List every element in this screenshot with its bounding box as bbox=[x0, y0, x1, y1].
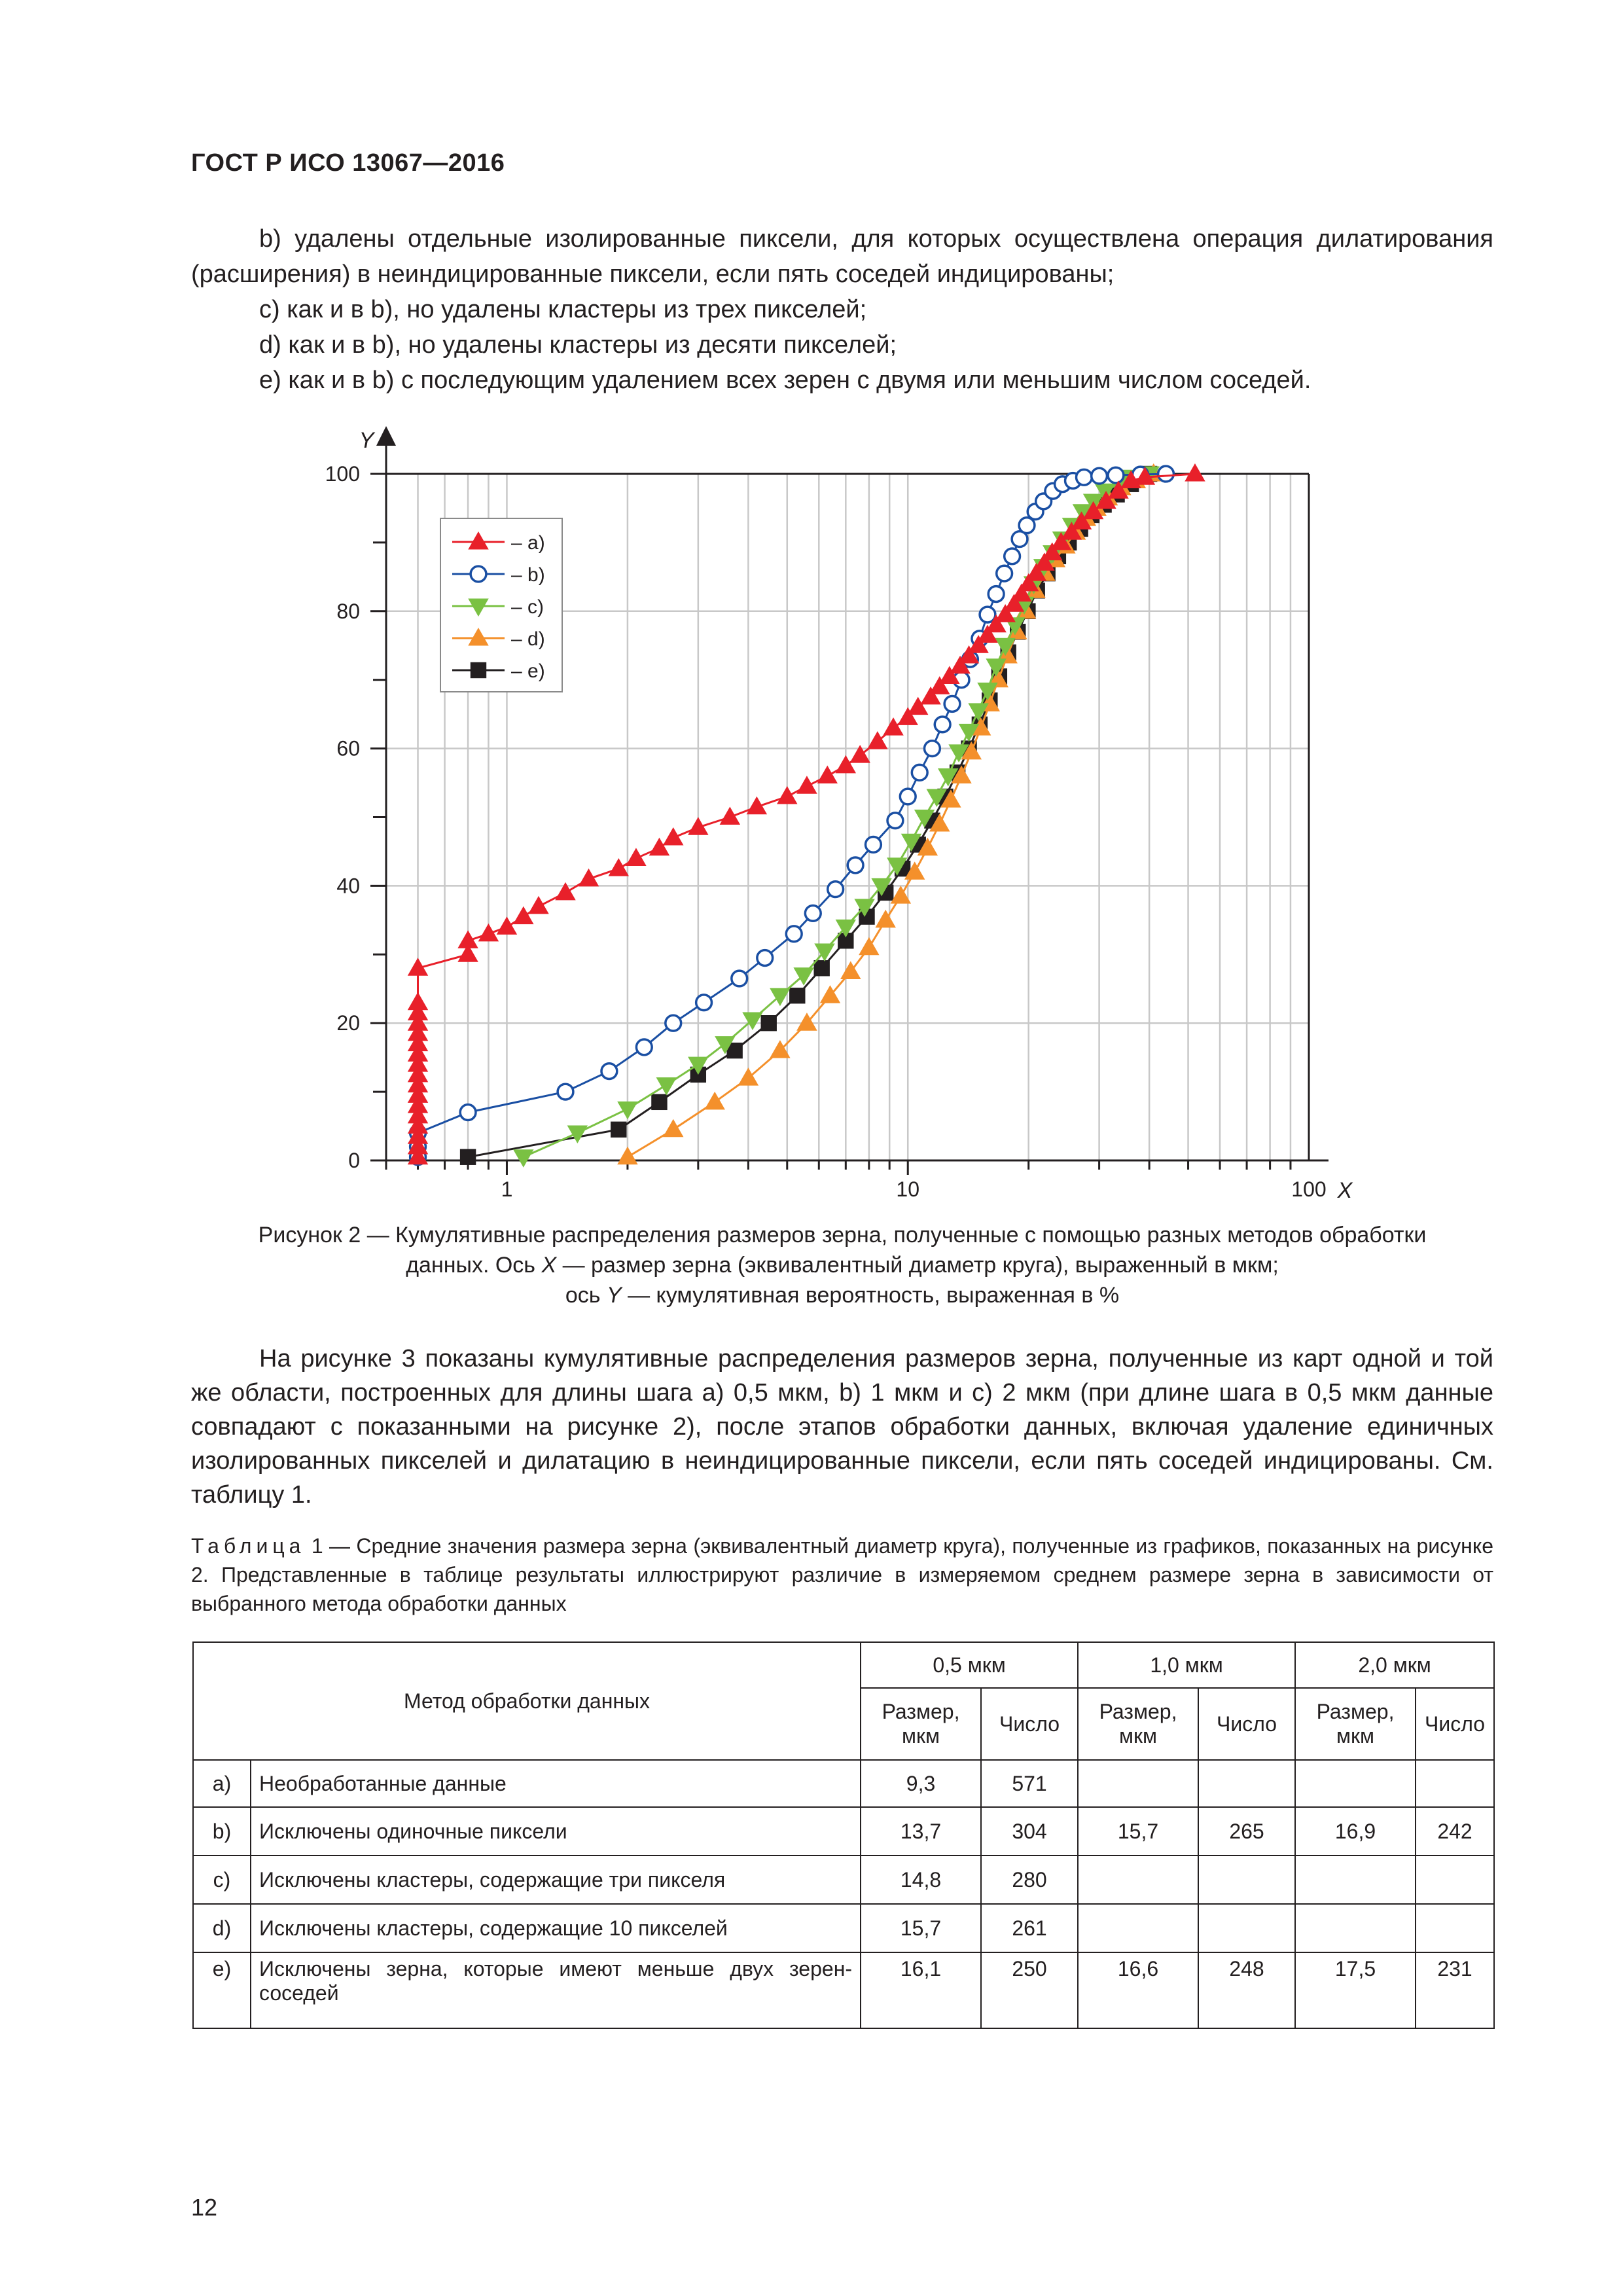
row-key: d) bbox=[193, 1904, 251, 1952]
data-point bbox=[1092, 468, 1107, 484]
paragraph-text: На рисунке 3 показаны кумулятивные распределения размеров зерна, полученные из карт одной и той же области, построенных для длины шага a) 0,5 мкм, b) 1 мкм и c) 2 мкм (при длине шага в 0,5 мкм данные совпадают с показанными на рисунке 2), после этапов обработки данных, включая удаление единичных изолированных пикселей и дилатацию в неиндицированные пиксели, если пять соседей индицированы. См. таблицу 1. bbox=[191, 1345, 1493, 1509]
data-point bbox=[866, 837, 882, 853]
legend-label: – d) bbox=[511, 628, 545, 650]
list-item-d: d) как и в b), но удалены кластеры из десяти пикселей; bbox=[259, 331, 897, 359]
caption-axis-y: Y bbox=[606, 1283, 622, 1308]
data-point bbox=[558, 1084, 573, 1100]
cell-value: 248 bbox=[1198, 1952, 1295, 2028]
data-point bbox=[786, 926, 802, 942]
cell-value: 16,6 bbox=[1078, 1952, 1198, 2028]
header-size: Размер, мкм bbox=[1295, 1688, 1416, 1760]
row-key: b) bbox=[193, 1807, 251, 1856]
caption-line-3 bbox=[191, 1280, 1493, 1310]
list-item-e: e) как и в b) с последующим удалением всех зерен с двумя или меньшим числом соседей. bbox=[259, 367, 1311, 394]
data-point bbox=[627, 849, 645, 865]
header-group-0-5: 0,5 мкм bbox=[861, 1642, 1078, 1688]
cell-value: 16,1 bbox=[861, 1952, 981, 2028]
data-point bbox=[471, 566, 486, 582]
cell-value: 280 bbox=[981, 1856, 1078, 1904]
caption-text: — кумулятивная вероятность, выраженная в % bbox=[621, 1283, 1120, 1308]
data-point bbox=[1108, 467, 1124, 483]
table-row bbox=[193, 1856, 1494, 1904]
legend-label: – c) bbox=[511, 596, 544, 618]
cell-value: 242 bbox=[1416, 1807, 1494, 1856]
page-number: 12 bbox=[191, 2194, 218, 2221]
header-size: Размер, мкм bbox=[1078, 1688, 1198, 1760]
cell-value bbox=[1078, 1760, 1198, 1807]
data-point bbox=[925, 741, 940, 757]
data-point bbox=[805, 905, 821, 921]
data-point bbox=[609, 859, 628, 876]
row-method: Исключены одиночные пиксели bbox=[251, 1807, 861, 1856]
caption-axis-x: X bbox=[541, 1253, 557, 1278]
data-point bbox=[798, 777, 816, 793]
cell-value: 261 bbox=[981, 1904, 1078, 1952]
results-table bbox=[192, 1641, 1495, 2029]
list-item-c: c) как и в b), но удалены кластеры из трех пикселей; bbox=[259, 296, 867, 323]
y-tick-label: 20 bbox=[336, 1011, 360, 1035]
data-point bbox=[618, 1102, 637, 1119]
legend-label: – b) bbox=[511, 564, 545, 586]
table-caption-label: Таблица bbox=[191, 1534, 306, 1558]
data-point bbox=[887, 813, 903, 829]
data-point bbox=[1077, 469, 1092, 485]
row-method: Необработанные данные bbox=[251, 1760, 861, 1807]
cell-value: 15,7 bbox=[861, 1904, 981, 1952]
cell-value: 9,3 bbox=[861, 1760, 981, 1807]
table-row bbox=[193, 1807, 1494, 1856]
caption-line-1: Рисунок 2 — Кумулятивные распределения размеров зерна, полученные с помощью разных методов обработки bbox=[258, 1223, 1427, 1247]
document-header: ГОСТ Р ИСО 13067—2016 bbox=[191, 149, 505, 177]
x-tick-label: 10 bbox=[896, 1177, 920, 1201]
row-key: c) bbox=[193, 1856, 251, 1904]
cell-value bbox=[1078, 1856, 1198, 1904]
legend-label: – a) bbox=[511, 532, 545, 554]
cell-value: 16,9 bbox=[1295, 1807, 1416, 1856]
row-method: Исключены зерна, которые имеют меньше двух зерен-соседей bbox=[251, 1952, 861, 2028]
header-method: Метод обработки данных bbox=[193, 1642, 861, 1760]
data-point bbox=[636, 1039, 652, 1055]
data-point bbox=[529, 897, 548, 914]
data-point bbox=[611, 1122, 626, 1137]
y-axis-label: Y bbox=[359, 428, 374, 453]
data-point bbox=[479, 925, 497, 941]
cell-value bbox=[1198, 1760, 1295, 1807]
cell-value: 571 bbox=[981, 1760, 1078, 1807]
table-caption-text: 1 — Средние значения размера зерна (эквивалентный диаметр круга), полученные из графиков, показанных на рисунке 2. Представленные в таблице результаты иллюстрируют различие в измеряемом среднем размере зерна в зависимости от выбранного метода обработки данных bbox=[191, 1534, 1493, 1615]
cell-value: 13,7 bbox=[861, 1807, 981, 1856]
data-point bbox=[757, 950, 773, 966]
method-list bbox=[191, 221, 1493, 398]
data-point bbox=[762, 1016, 776, 1030]
cell-value bbox=[1416, 1760, 1494, 1807]
x-tick-label: 100 bbox=[1291, 1177, 1327, 1201]
y-tick-label: 0 bbox=[348, 1149, 360, 1172]
data-point bbox=[461, 1150, 475, 1164]
cell-value bbox=[1295, 1904, 1416, 1952]
data-point bbox=[828, 882, 844, 897]
x-axis-label: X bbox=[1337, 1178, 1353, 1203]
data-point bbox=[471, 663, 486, 677]
legend-label: – e) bbox=[511, 660, 545, 682]
y-tick-label: 40 bbox=[336, 874, 360, 898]
table-row bbox=[193, 1904, 1494, 1952]
data-point bbox=[497, 918, 516, 934]
caption-line-2 bbox=[191, 1250, 1493, 1280]
data-point bbox=[860, 939, 878, 955]
cell-value: 304 bbox=[981, 1807, 1078, 1856]
cell-value: 17,5 bbox=[1295, 1952, 1416, 2028]
data-point bbox=[790, 988, 804, 1003]
series-e bbox=[461, 467, 1156, 1164]
data-point bbox=[652, 1095, 666, 1109]
data-point bbox=[732, 971, 747, 986]
list-item-b: b) удалены отдельные изолированные пиксели, для которых осуществлена операция дилатирования (расширения) в неиндицированные пиксели, если пять соседей индицированы; bbox=[191, 225, 1493, 288]
header-count: Число bbox=[981, 1688, 1078, 1760]
row-key: a) bbox=[193, 1760, 251, 1807]
header-size: Размер, мкм bbox=[861, 1688, 981, 1760]
row-key: e) bbox=[193, 1952, 251, 2028]
data-point bbox=[997, 565, 1012, 581]
data-point bbox=[988, 586, 1004, 602]
data-point bbox=[944, 696, 960, 712]
data-point bbox=[814, 961, 829, 975]
data-point bbox=[514, 1150, 533, 1166]
chart-legend bbox=[440, 518, 562, 692]
cell-value bbox=[1198, 1856, 1295, 1904]
data-point bbox=[818, 767, 836, 783]
y-tick-label: 100 bbox=[325, 462, 360, 486]
y-tick-label: 60 bbox=[336, 736, 360, 761]
caption-text: данных. Ось bbox=[406, 1253, 542, 1278]
data-point bbox=[666, 1015, 681, 1031]
data-point bbox=[409, 994, 427, 1010]
data-point bbox=[900, 789, 916, 804]
y-tick-label: 80 bbox=[336, 599, 360, 623]
data-point bbox=[1186, 465, 1204, 481]
data-point bbox=[514, 908, 533, 924]
cell-value bbox=[1078, 1904, 1198, 1952]
cumulative-distribution-chart bbox=[281, 412, 1394, 1217]
data-point bbox=[664, 829, 683, 845]
data-point bbox=[935, 717, 950, 732]
data-point bbox=[580, 870, 598, 886]
cell-value bbox=[1198, 1904, 1295, 1952]
data-point bbox=[912, 764, 927, 780]
table-caption bbox=[191, 1532, 1493, 1618]
data-point bbox=[705, 1093, 724, 1109]
cell-value: 250 bbox=[981, 1952, 1078, 2028]
data-point bbox=[778, 787, 796, 804]
data-point bbox=[460, 1105, 476, 1121]
row-method: Исключены кластеры, содержащие 10 пикселей bbox=[251, 1904, 861, 1952]
cell-value: 14,8 bbox=[861, 1856, 981, 1904]
cell-value bbox=[1295, 1856, 1416, 1904]
table-row bbox=[193, 1952, 1494, 2028]
cell-value bbox=[1416, 1904, 1494, 1952]
data-point bbox=[664, 1121, 683, 1137]
data-point bbox=[601, 1064, 617, 1079]
data-point bbox=[1158, 466, 1174, 482]
data-point bbox=[842, 963, 860, 979]
x-tick-label: 1 bbox=[501, 1177, 513, 1201]
header-count: Число bbox=[1416, 1688, 1494, 1760]
data-point bbox=[876, 911, 895, 927]
data-point bbox=[618, 1148, 637, 1164]
cell-value bbox=[1295, 1760, 1416, 1807]
figure-caption bbox=[191, 1220, 1493, 1310]
data-point bbox=[1005, 548, 1020, 564]
data-point bbox=[884, 719, 902, 735]
data-point bbox=[721, 808, 739, 825]
series-c bbox=[514, 467, 1158, 1166]
caption-text: — размер зерна (эквивалентный диаметр круга), выраженный в мкм; bbox=[556, 1253, 1279, 1278]
cell-value bbox=[1416, 1856, 1494, 1904]
data-point bbox=[847, 857, 863, 873]
cell-value: 231 bbox=[1416, 1952, 1494, 2028]
caption-text: ось bbox=[565, 1283, 607, 1308]
cell-value: 265 bbox=[1198, 1807, 1295, 1856]
data-point bbox=[568, 1126, 586, 1143]
row-method: Исключены кластеры, содержащие три пикселя bbox=[251, 1856, 861, 1904]
header-count: Число bbox=[1198, 1688, 1295, 1760]
data-point bbox=[696, 995, 712, 1011]
table-row bbox=[193, 1760, 1494, 1807]
figure-2 bbox=[281, 412, 1394, 1217]
body-paragraph bbox=[191, 1342, 1493, 1512]
cell-value: 15,7 bbox=[1078, 1807, 1198, 1856]
header-group-2-0: 2,0 мкм bbox=[1295, 1642, 1494, 1688]
header-group-1-0: 1,0 мкм bbox=[1078, 1642, 1295, 1688]
